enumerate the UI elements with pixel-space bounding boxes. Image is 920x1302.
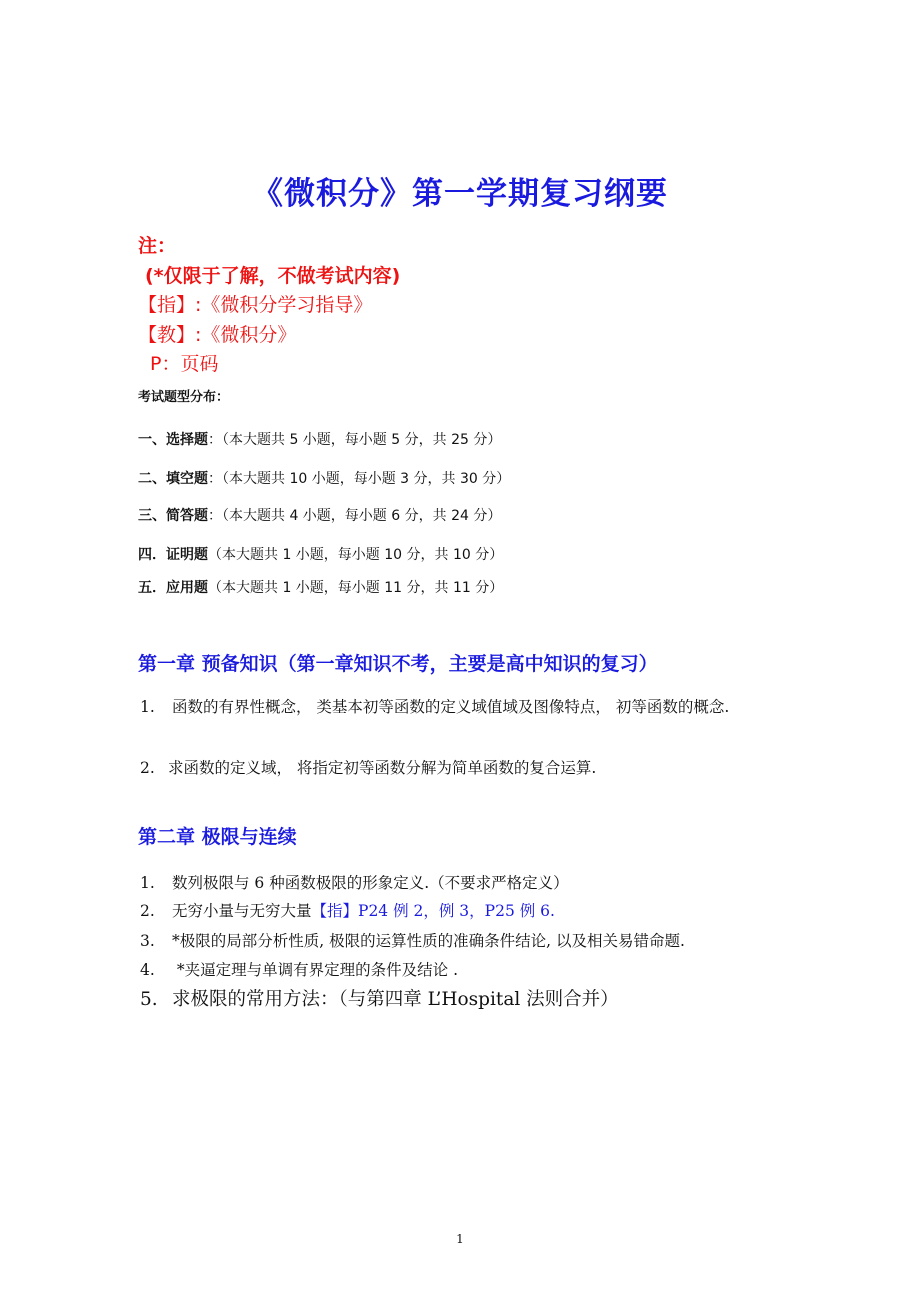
page-title: 《微积分》第一学期复习纲要 — [252, 176, 668, 212]
exam-type-detail: （本大题共 1 小题，每小题 11 分，共 11 分） — [208, 580, 504, 596]
exam-type-line — [138, 468, 510, 488]
chapter-1-title: 第一章 预备知识（第一章知识不考，主要是高中知识的复习） — [138, 653, 658, 675]
item-text: 数列极限与 6 种函数极限的形象定义.（不要求严格定义） — [172, 874, 569, 892]
chapter-1-item-2 — [140, 756, 596, 778]
exam-type-detail: ：（本大题共 5 小题，每小题 5 分，共 25 分） — [208, 432, 502, 448]
guide-reference: 【指】P24 例 2，例 3，P25 例 6. — [311, 902, 555, 920]
chapter-2-item-5 — [140, 985, 619, 1011]
note-guide-reference: 【指】:《微积分学习指导》 — [138, 294, 373, 316]
item-number: 4. — [140, 961, 155, 979]
note-page-abbreviation: P：页码 — [150, 353, 219, 375]
exam-type-name: 一、选择题 — [138, 432, 208, 448]
exam-type-detail: ：（本大题共 4 小题，每小题 6 分，共 24 分） — [208, 508, 502, 524]
page-number: 1 — [456, 1232, 464, 1246]
notes-label: 注： — [138, 235, 177, 257]
chapter-2-item-2 — [140, 899, 555, 921]
item-text: *夹逼定理与单调有界定理的条件及结论 . — [172, 961, 459, 979]
chapter-2-title: 第二章 极限与连续 — [138, 826, 297, 848]
chapter-2-item-1 — [140, 871, 569, 893]
chapter-2-item-4 — [140, 958, 458, 980]
exam-type-name: 四．证明题 — [138, 547, 208, 563]
exam-type-line — [138, 505, 501, 525]
exam-type-detail: （本大题共 1 小题，每小题 10 分，共 10 分） — [208, 547, 504, 563]
item-text: 无穷小量与无穷大量 — [172, 902, 312, 920]
item-number: 1. — [140, 698, 155, 716]
exam-type-name: 二、填空题 — [138, 471, 208, 487]
exam-type-line — [138, 429, 501, 449]
exam-distribution-heading: 考试题型分布： — [138, 390, 230, 405]
chapter-2-item-3 — [140, 929, 685, 951]
item-number: 2. — [140, 902, 155, 920]
chapter-1-item-1 — [140, 694, 782, 721]
item-number: 2. — [140, 759, 155, 777]
item-text: 函数的有界性概念， 类基本初等函数的定义域值域及图像特点， 初等函数的概念. — [172, 698, 730, 716]
item-number: 5. — [140, 989, 158, 1010]
note-optional-content: (*仅限于了解，不做考试内容) — [145, 264, 401, 287]
notes-block — [138, 232, 400, 380]
exam-type-line — [138, 544, 503, 564]
item-number: 1. — [140, 874, 155, 892]
exam-type-name: 五．应用题 — [138, 580, 208, 596]
item-text: 求函数的定义域， 将指定初等函数分解为简单函数的复合运算. — [168, 759, 597, 777]
item-number: 3. — [140, 932, 155, 950]
item-text: 求极限的常用方法：（与第四章 L’Hospital 法则合并） — [172, 989, 619, 1010]
note-textbook-reference: 【教】:《微积分》 — [138, 323, 297, 346]
exam-type-name: 三、简答题 — [138, 508, 208, 524]
item-text: *极限的局部分析性质, 极限的运算性质的准确条件结论, 以及相关易错命题. — [172, 932, 685, 950]
exam-type-line — [138, 577, 503, 597]
exam-type-detail: ：（本大题共 10 小题，每小题 3 分，共 30 分） — [208, 471, 511, 487]
